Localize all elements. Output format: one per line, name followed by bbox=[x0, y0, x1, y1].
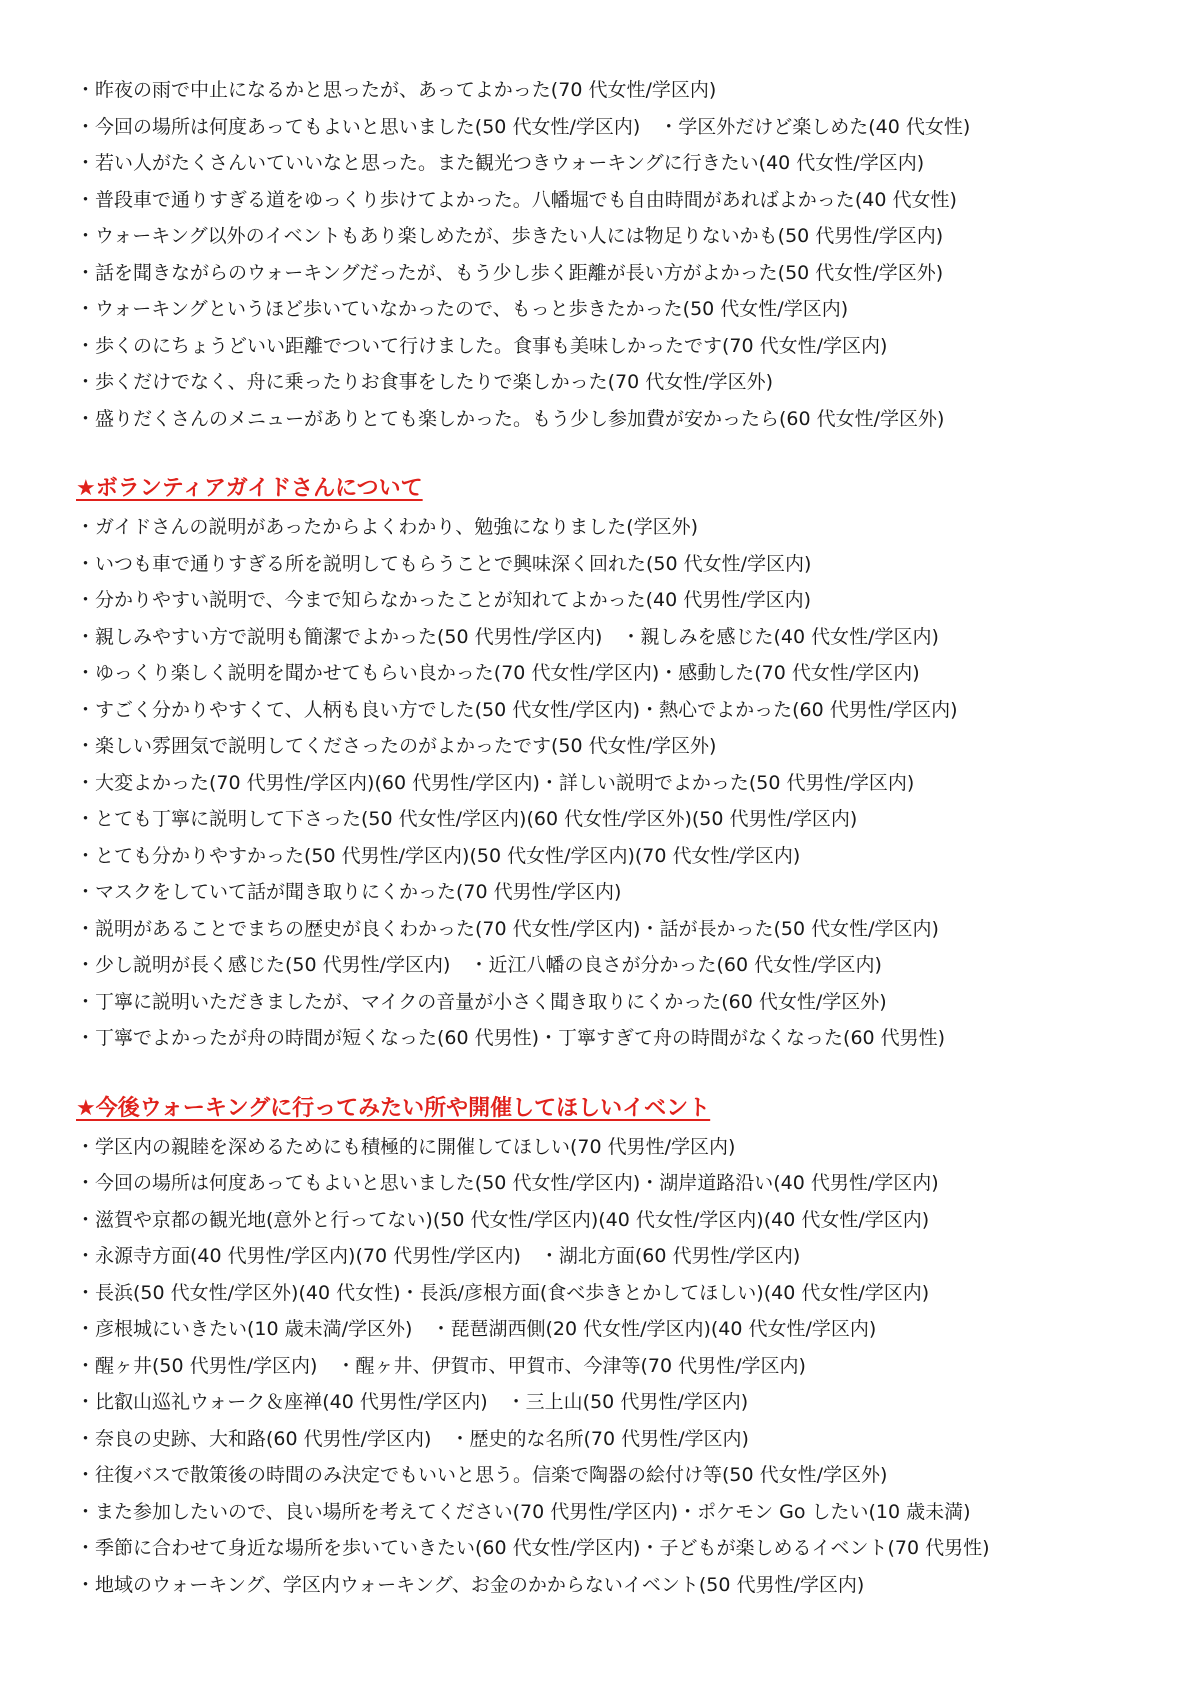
list-item: ・ウォーキングというほど歩いていなかったので、もっと歩きたかった(50 代女性/学区内) bbox=[76, 298, 849, 320]
future-events-section bbox=[76, 1089, 1136, 1604]
list-item: ・丁寧に説明いただきましたが、マイクの音量が小さく聞き取りにくかった(60 代女性/学区外) bbox=[76, 990, 887, 1013]
list-item: ・とても丁寧に説明して下さった(50 代女性/学区内)(60 代女性/学区外)(50 代男性/学区内) bbox=[76, 808, 858, 830]
walking-impressions-section bbox=[76, 72, 1136, 437]
list-item: ・学区内の親睦を深めるためにも積極的に開催してほしい(70 代男性/学区内) bbox=[76, 1135, 736, 1158]
section-spacer bbox=[76, 437, 1136, 469]
list-item: ・親しみやすい方で説明も簡潔でよかった(50 代男性/学区内) ・親しみを感じた(40 代女性/学区内) bbox=[76, 625, 939, 648]
document-page bbox=[76, 72, 1136, 1603]
list-item: ・大変よかった(70 代男性/学区内)(60 代男性/学区内)・詳しい説明でよかった(50 代男性/学区内) bbox=[76, 771, 915, 794]
list-item: ・若い人がたくさんいていいなと思った。また観光つきウォーキングに行きたい(40 代女性/学区内) bbox=[76, 152, 925, 174]
list-item: ・ウォーキング以外のイベントもあり楽しめたが、歩きたい人には物足りないかも(50 代男性/学区内) bbox=[76, 225, 944, 247]
list-item: ・往復バスで散策後の時間のみ決定でもいいと思う。信楽で陶器の絵付け等(50 代女性/学区外) bbox=[76, 1464, 888, 1486]
section-heading bbox=[76, 1089, 1136, 1129]
list-item: ・滋賀や京都の観光地(意外と行ってない)(50 代女性/学区内)(40 代女性/学区内)(40 代女性/学区内) bbox=[76, 1208, 930, 1231]
list-item: ・少し説明が長く感じた(50 代男性/学区内) ・近江八幡の良さが分かった(60 代女性/学区内) bbox=[76, 954, 882, 976]
list-item: ・奈良の史跡、大和路(60 代男性/学区内) ・歴史的な名所(70 代男性/学区内) bbox=[76, 1427, 749, 1450]
volunteer-guide-section bbox=[76, 469, 1136, 1057]
list-item: ・盛りだくさんのメニューがありとても楽しかった。もう少し参加費が安かったら(60 代女性/学区外) bbox=[76, 407, 945, 430]
section-heading-text: ★ボランティアガイドさんについて bbox=[76, 476, 423, 501]
list-item: ・今回の場所は何度あってもよいと思いました(50 代女性/学区内) ・学区外だけど楽しめた(40 代女性) bbox=[76, 115, 971, 138]
list-item: ・とても分かりやすかった(50 代男性/学区内)(50 代女性/学区内)(70 代女性/学区内) bbox=[76, 844, 801, 867]
list-item: ・醒ヶ井(50 代男性/学区内) ・醒ヶ井、伊賀市、甲賀市、今津等(70 代男性/学区内) bbox=[76, 1354, 806, 1377]
list-item: ・普段車で通りすぎる道をゆっくり歩けてよかった。八幡堀でも自由時間があればよかった(40 代女性) bbox=[76, 188, 957, 211]
list-item: ・長浜(50 代女性/学区外)(40 代女性)・長浜/彦根方面(食べ歩きとかしてほしい)(40 代女性/学区内) bbox=[76, 1281, 930, 1304]
list-item: ・地域のウォーキング、学区内ウォーキング、お金のかからないイベント(50 代男性/学区内) bbox=[76, 1573, 865, 1596]
section-heading-text: ★今後ウォーキングに行ってみたい所や開催してほしいイベント bbox=[76, 1095, 711, 1121]
section-spacer bbox=[76, 1057, 1136, 1089]
list-item: ・楽しい雰囲気で説明してくださったのがよかったです(50 代女性/学区外) bbox=[76, 735, 717, 757]
list-item: ・すごく分かりやすくて、人柄も良い方でした(50 代女性/学区内)・熱心でよかった(60 代男性/学区内) bbox=[76, 698, 958, 721]
list-item: ・また参加したいので、良い場所を考えてください(70 代男性/学区内)・ポケモン Go したい(10 歳未満) bbox=[76, 1500, 971, 1523]
list-item: ・彦根城にいきたい(10 歳未満/学区外) ・琵琶湖西側(20 代女性/学区内)(40 代女性/学区内) bbox=[76, 1318, 877, 1340]
list-item: ・ゆっくり楽しく説明を聞かせてもらい良かった(70 代女性/学区内)・感動した(70 代女性/学区内) bbox=[76, 662, 920, 684]
list-item: ・今回の場所は何度あってもよいと思いました(50 代女性/学区内)・湖岸道路沿い(40 代男性/学区内) bbox=[76, 1172, 939, 1194]
list-item: ・ガイドさんの説明があったからよくわかり、勉強になりました(学区外) bbox=[76, 516, 699, 538]
list-item: ・説明があることでまちの歴史が良くわかった(70 代女性/学区内)・話が長かった(50 代女性/学区内) bbox=[76, 917, 939, 940]
future-events-list bbox=[76, 1129, 1136, 1604]
list-item: ・話を聞きながらのウォーキングだったが、もう少し歩く距離が長い方がよかった(50 代女性/学区外) bbox=[76, 261, 944, 284]
list-item: ・マスクをしていて話が聞き取りにくかった(70 代男性/学区内) bbox=[76, 881, 622, 903]
list-item: ・昨夜の雨で中止になるかと思ったが、あってよかった(70 代女性/学区内) bbox=[76, 79, 717, 101]
list-item: ・永源寺方面(40 代男性/学区内)(70 代男性/学区内) ・湖北方面(60 代男性/学区内) bbox=[76, 1245, 801, 1267]
volunteer-guide-list bbox=[76, 509, 1136, 1057]
list-item: ・丁寧でよかったが舟の時間が短くなった(60 代男性)・丁寧すぎて舟の時間がなくなった(60 代男性) bbox=[76, 1027, 946, 1049]
list-item: ・歩くだけでなく、舟に乗ったりお食事をしたりで楽しかった(70 代女性/学区外) bbox=[76, 371, 774, 393]
list-item: ・歩くのにちょうどいい距離でついて行けました。食事も美味しかったです(70 代女性/学区内) bbox=[76, 334, 888, 357]
list-item: ・分かりやすい説明で、今まで知らなかったことが知れてよかった(40 代男性/学区内) bbox=[76, 589, 812, 611]
list-item: ・季節に合わせて身近な場所を歩いていきたい(60 代女性/学区内)・子どもが楽しめるイベント(70 代男性) bbox=[76, 1537, 990, 1559]
list-item: ・比叡山巡礼ウォーク＆座禅(40 代男性/学区内) ・三上山(50 代男性/学区内) bbox=[76, 1391, 749, 1413]
list-item: ・いつも車で通りすぎる所を説明してもらうことで興味深く回れた(50 代女性/学区内) bbox=[76, 552, 812, 575]
section-heading bbox=[76, 469, 1136, 509]
walking-impressions-list bbox=[76, 72, 1136, 437]
